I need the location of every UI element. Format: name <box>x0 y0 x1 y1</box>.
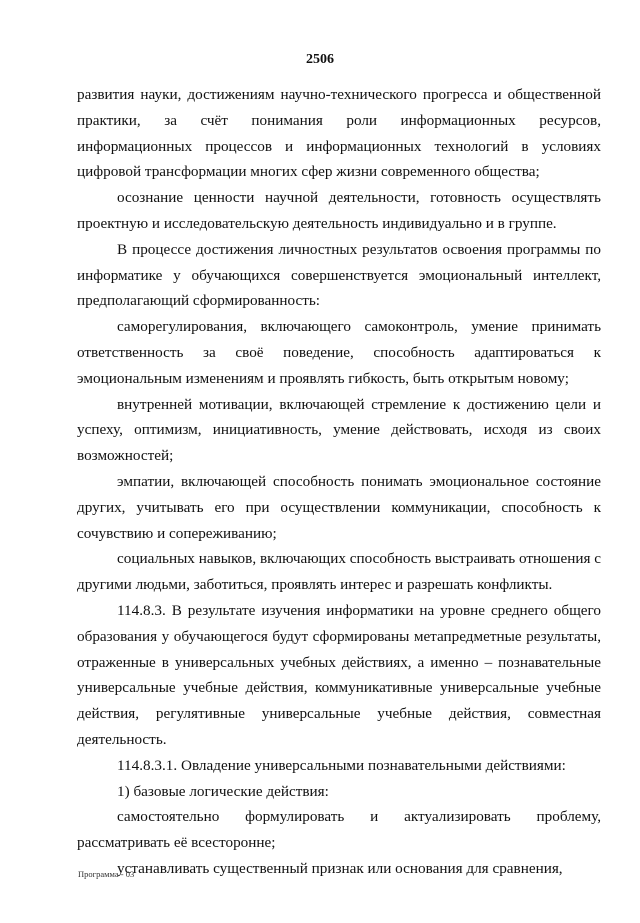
document-body <box>77 82 601 882</box>
paragraph-self-regulation: саморегулирования, включающего самоконтроль, умение принимать ответственность за своё поведение, способность адаптироваться к эмоциональным изменениям и проявлять гибкость, быть открытым новому; <box>77 318 601 387</box>
paragraph-internal-motivation: внутренней мотивации, включающей стремление к достижению цели и успеху, оптимизм, инициативность, умение действовать, исходя из своих возможностей; <box>77 395 601 465</box>
footer-note: Программа - 03 <box>78 869 135 879</box>
paragraph-metasubject-results: 114.8.3. В результате изучения информатики на уровне среднего общего образования у обучающегося будут сформированы метапредметные результаты, отраженные в универсальных учебных действиях, а именно – познавательные универсальные учебные действия, коммуникативные универсальные учебные действия, регулятивные универсальные учебные действия, совместная деятельность. <box>77 601 601 748</box>
paragraph-establish-feature: устанавливать существенный признак или основания для сравнения, <box>117 859 563 877</box>
page-number: 2506 <box>306 52 334 67</box>
paragraph-cognitive-actions-heading: 114.8.3.1. Овладение универсальными познавательными действиями: <box>117 756 566 774</box>
paragraph-formulate-problem: самостоятельно формулировать и актуализировать проблему, рассматривать её всесторонне; <box>77 808 601 852</box>
paragraph-science-awareness: осознание ценности научной деятельности, готовность осуществлять проектную и исследовательскую деятельность индивидуально и в группе. <box>77 189 601 232</box>
paragraph-empathy: эмпатии, включающей способность понимать эмоциональное состояние других, учитывать его при осуществлении коммуникации, способность к сочувствию и сопереживанию; <box>77 472 601 542</box>
paragraph-social-skills: социальных навыков, включающих способность выстраивать отношения с другими людьми, заботиться, проявлять интерес и разрешать конфликты. <box>77 550 601 594</box>
paragraph-emotional-intelligence-intro: В процессе достижения личностных результатов освоения программы по информатике у обучающихся совершенствуется эмоциональный интеллект, предполагающий сформированность: <box>77 240 601 310</box>
paragraph-continuation: развития науки, достижениям научно-технического прогресса и общественной практики, за счёт понимания роли информационных ресурсов, информационных процессов и информационных технологий в условиях цифровой трансформации многих сфер жизни современного общества; <box>77 86 601 181</box>
paragraph-basic-logical-actions: 1) базовые логические действия: <box>117 782 329 800</box>
